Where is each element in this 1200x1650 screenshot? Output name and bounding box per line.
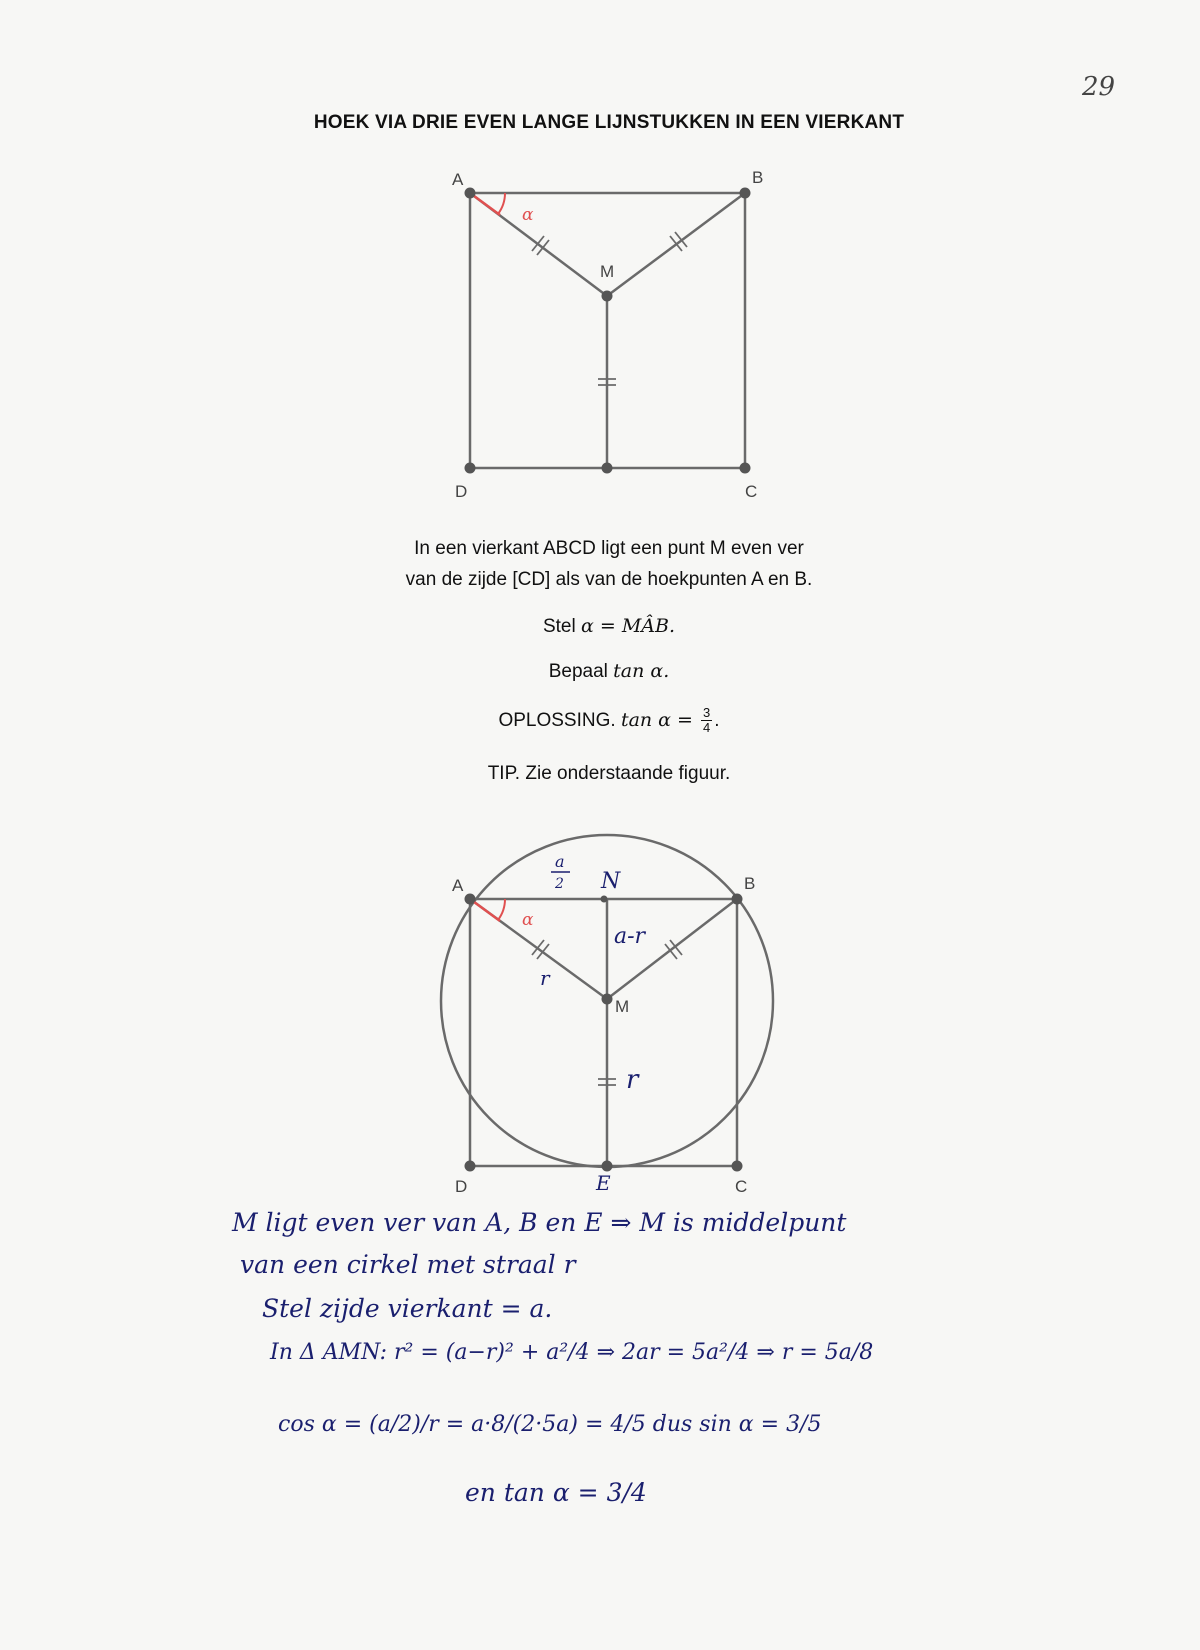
- handwriting-line-5: cos α = (a/2)/r = a·8/(2·5a) = 4/5 dus sin α = 3/5: [278, 1412, 822, 1437]
- label-e: E: [596, 1171, 611, 1195]
- label-m-1: M: [600, 262, 615, 281]
- bepaal-line: [0, 656, 1200, 687]
- handwriting-line-1: M ligt even ver van A, B en E ⇒ M is middelpunt: [232, 1208, 847, 1237]
- oplossing-fraction: [701, 706, 712, 735]
- me-length-label: r: [626, 1065, 639, 1095]
- mn-length-label: a-r: [614, 924, 646, 949]
- oplossing-math: tan α =: [620, 709, 700, 731]
- handwriting-line-4: In Δ AMN: r² = (a−r)² + a²/4 ⇒ 2ar = 5a²/4 ⇒ r = 5a/8: [270, 1340, 874, 1365]
- stel-math: α = MÂB.: [581, 615, 676, 637]
- vertex-c-2: [732, 1161, 743, 1172]
- problem-line-1: In een vierkant ABCD ligt een punt M even ver: [414, 538, 804, 559]
- label-m-2: M: [615, 997, 630, 1016]
- label-c-2: C: [735, 1177, 748, 1196]
- bepaal-prefix: Bepaal: [548, 661, 614, 682]
- stel-line: [0, 611, 1200, 642]
- oplossing-line: [0, 705, 1200, 736]
- oplossing-numerator: 3: [703, 705, 711, 721]
- label-c-1: C: [745, 482, 758, 501]
- tip-line: TIP. Zie onderstaande figuur.: [487, 763, 731, 784]
- angle-ray-2: [470, 899, 500, 921]
- angle-arc-2: [498, 899, 505, 920]
- angle-ray-1: [470, 193, 500, 215]
- am-length-label: r: [540, 966, 550, 990]
- figure-square-2: [470, 899, 737, 1166]
- vertex-m-2: [602, 994, 613, 1005]
- segment-bm-2: [607, 899, 737, 999]
- label-n: N: [601, 869, 621, 894]
- figure2-vertices: [465, 894, 743, 1172]
- vertex-d-2: [465, 1161, 476, 1172]
- oplossing-suffix: .: [714, 710, 720, 731]
- half-a-numerator: a: [555, 852, 565, 871]
- oplossing-prefix: OPLOSSING.: [498, 710, 621, 731]
- alpha-label-2: α: [522, 910, 534, 930]
- stel-prefix: Stel: [542, 616, 581, 637]
- label-d-1: D: [455, 482, 468, 501]
- handwriting-line-2: van een cirkel met straal r: [240, 1250, 576, 1279]
- oplossing-denominator: 4: [703, 720, 711, 736]
- alpha-label-1: α: [522, 205, 534, 225]
- vertex-n: [601, 896, 608, 903]
- vertex-b-2: [732, 894, 743, 905]
- label-b-1: B: [752, 168, 764, 187]
- half-a-denominator: 2: [555, 876, 564, 892]
- figure-square-1: [470, 193, 745, 468]
- label-b-2: B: [744, 874, 756, 893]
- vertex-d: [465, 463, 476, 474]
- vertex-e: [602, 1161, 613, 1172]
- handwriting-line-3: Stel zijde vierkant = a.: [262, 1294, 553, 1323]
- vertex-a-2: [465, 894, 476, 905]
- label-a-1: A: [452, 170, 464, 189]
- bepaal-math: tan α.: [613, 660, 670, 682]
- vertex-m: [602, 291, 613, 302]
- angle-arc-1: [498, 193, 505, 214]
- vertex-c: [740, 463, 751, 474]
- label-a-2: A: [452, 876, 464, 895]
- square-abcd-2: [470, 899, 737, 1166]
- problem-line-2: van de zijde [CD] als van de hoekpunten A en B.: [405, 569, 813, 590]
- label-d-2: D: [455, 1177, 468, 1196]
- vertex-a: [465, 188, 476, 199]
- vertex-b: [740, 188, 751, 199]
- page-number: 29: [1082, 72, 1116, 102]
- foot-point: [602, 463, 613, 474]
- page-title: HOEK VIA DRIE EVEN LANGE LIJNSTUKKEN IN EEN VIERKANT: [313, 112, 905, 133]
- handwriting-line-6: en tan α = 3/4: [465, 1478, 647, 1507]
